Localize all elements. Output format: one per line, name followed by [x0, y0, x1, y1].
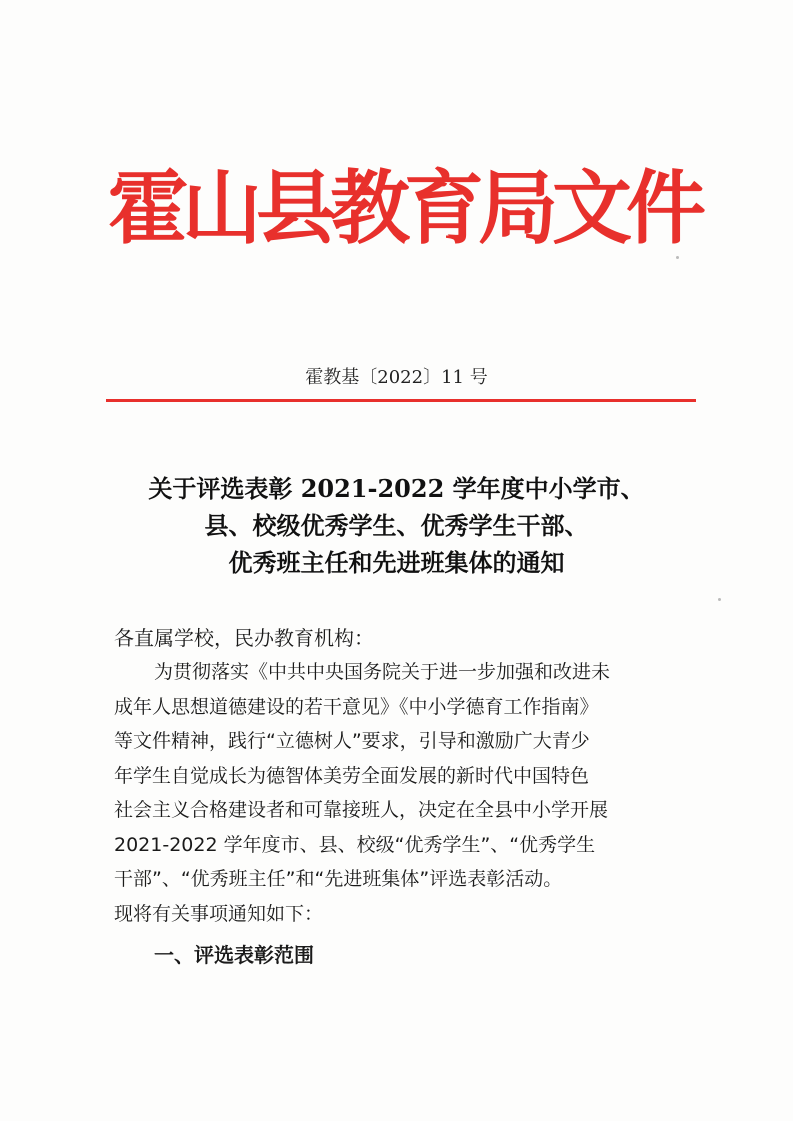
document-number: 霍教基〔2022〕11 号	[305, 367, 488, 388]
body-line: 干部”、“优秀班主任”和“先进班集体”评选表彰活动。	[114, 868, 563, 890]
notice-title-line: 优秀班主任和先进班集体的通知	[228, 548, 565, 577]
notice-title	[100, 470, 693, 581]
salutation: 各直属学校，民办教育机构：	[114, 626, 374, 650]
body-line: 等文件精神，践行“立德树人”要求，引导和激励广大青少	[114, 730, 590, 752]
body-line: 现将有关事项通知如下：	[114, 902, 324, 925]
scan-speck	[676, 256, 679, 259]
red-divider-line	[106, 399, 696, 402]
notice-title-line: 县、校级优秀学生、优秀学生干部、	[204, 511, 589, 540]
notice-title-line: 关于评选表彰 2021-2022 学年度中小学市、	[148, 474, 645, 503]
scan-speck	[718, 598, 721, 601]
body-line: 成年人思想道德建设的若干意见》《中小学德育工作指南》	[114, 695, 599, 718]
body-line: 年学生自觉成长为德智体美劳全面发展的新时代中国特色	[114, 764, 590, 787]
body-line: 为贯彻落实《中共中央国务院关于进一步加强和改进未	[154, 661, 611, 683]
body-line: 2021-2022 学年度市、县、校级“优秀学生”、“优秀学生	[114, 833, 596, 856]
section-heading: 一、评选表彰范围	[154, 943, 314, 967]
masthead-title: 霍山县教育局文件	[108, 161, 700, 255]
body-paragraph	[114, 655, 694, 931]
body-line: 社会主义合格建设者和可靠接班人，决定在全县中小学开展	[114, 799, 609, 821]
